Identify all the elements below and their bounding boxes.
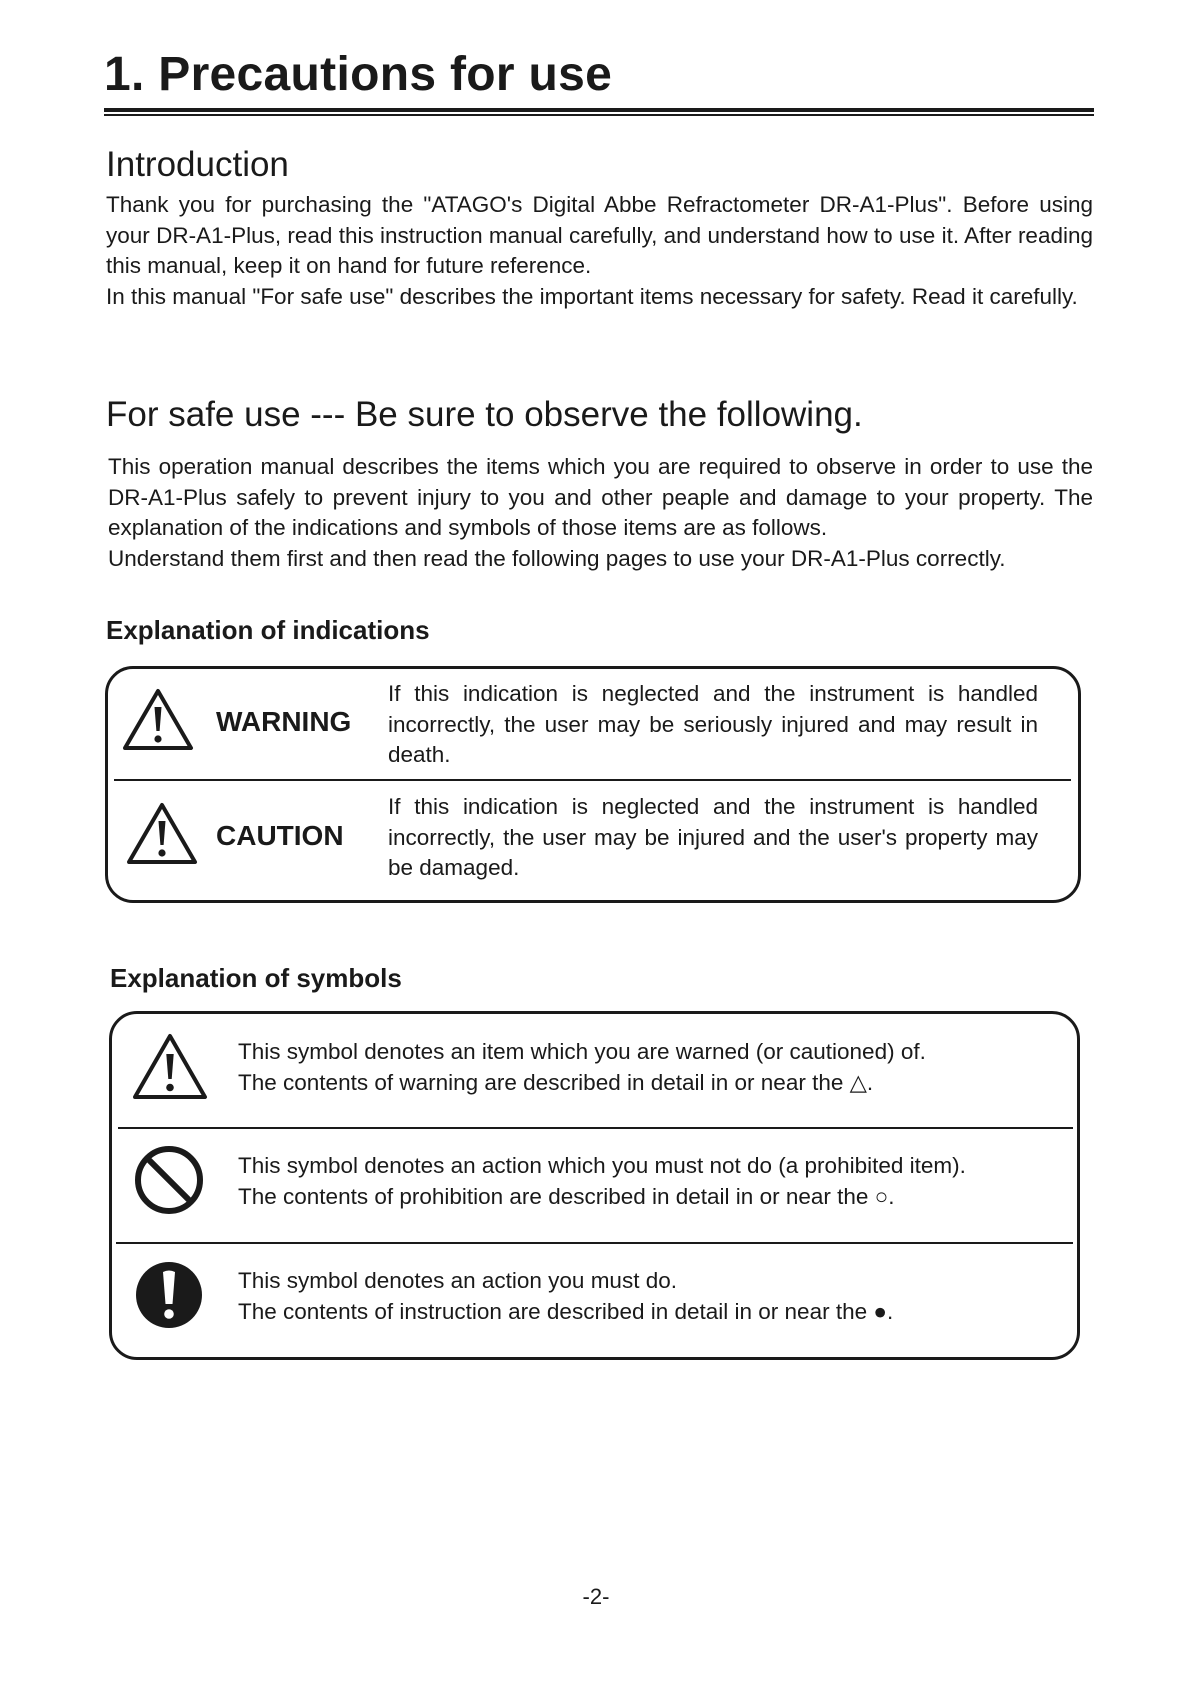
symbol-mandatory-text — [238, 1266, 893, 1327]
symbol-warning-line-2: The contents of warning are described in detail in or near the △. — [238, 1069, 874, 1095]
warning-label: WARNING — [216, 706, 352, 737]
mandatory-action-icon — [134, 1260, 204, 1330]
safe-use-heading: For safe use --- Be sure to observe the following. — [106, 395, 863, 434]
warning-description: If this indication is neglected and the instrument is handled incorrectly, the user may be seriously injured and may result in death. — [388, 681, 1038, 767]
safe-use-paragraph-2: Understand them first and then read the following pages to use your DR-A1-Plus correctly. — [108, 545, 1006, 571]
warning-triangle-icon — [122, 687, 194, 751]
symbol-prohibited-line-1: This symbol denotes an action which you must not do (a prohibited item). — [238, 1153, 966, 1178]
warning-triangle-icon — [132, 1032, 208, 1100]
indications-heading: Explanation of indications — [106, 615, 430, 645]
symbols-table — [109, 1011, 1080, 1360]
introduction-heading: Introduction — [106, 145, 289, 184]
caution-description: If this indication is neglected and the instrument is handled incorrectly, the user may be injured and the user's property may be damaged. — [388, 794, 1038, 880]
symbol-prohibited-line-2: The contents of prohibition are described in detail in or near the ○. — [238, 1183, 895, 1209]
safe-use-body — [108, 452, 1093, 574]
introduction-paragraph-2: In this manual "For safe use" describes the important items necessary for safety. Read it carefully. — [106, 283, 1078, 309]
title-rule-thin — [104, 114, 1094, 116]
symbol-mandatory-line-2: The contents of instruction are described in detail in or near the ●. — [238, 1298, 894, 1324]
indications-divider — [114, 779, 1071, 781]
safe-use-paragraph-1: This operation manual describes the items which you are required to observe in order to use the DR-A1-Plus safely to prevent injury to you and other peaple and damage to your property. The explanation of the indications and symbols of those items are as follows. — [108, 454, 1093, 540]
symbols-divider-1 — [118, 1127, 1073, 1129]
caution-label: CAUTION — [216, 820, 344, 851]
page-number: -2- — [582, 1584, 610, 1609]
symbol-mandatory-line-1: This symbol denotes an action you must do. — [238, 1268, 677, 1293]
page-title: 1. Precautions for use — [104, 48, 613, 101]
symbols-divider-2 — [116, 1242, 1073, 1244]
prohibited-icon — [134, 1145, 204, 1215]
introduction-body — [106, 190, 1093, 312]
symbols-heading: Explanation of symbols — [110, 963, 402, 993]
introduction-paragraph-1: Thank you for purchasing the "ATAGO's Digital Abbe Refractometer DR-A1-Plus". Before using your DR-A1-Plus, read this instruction manual carefully, and understand how to use it. After reading this manual, keep it on hand for future reference. — [106, 192, 1093, 278]
symbol-warning-text — [238, 1037, 926, 1098]
symbol-warning-line-1: This symbol denotes an item which you are warned (or cautioned) of. — [238, 1039, 926, 1064]
indications-table — [105, 666, 1081, 903]
caution-triangle-icon — [126, 801, 198, 865]
symbol-prohibited-text — [238, 1151, 966, 1212]
title-rule-thick — [104, 108, 1094, 112]
